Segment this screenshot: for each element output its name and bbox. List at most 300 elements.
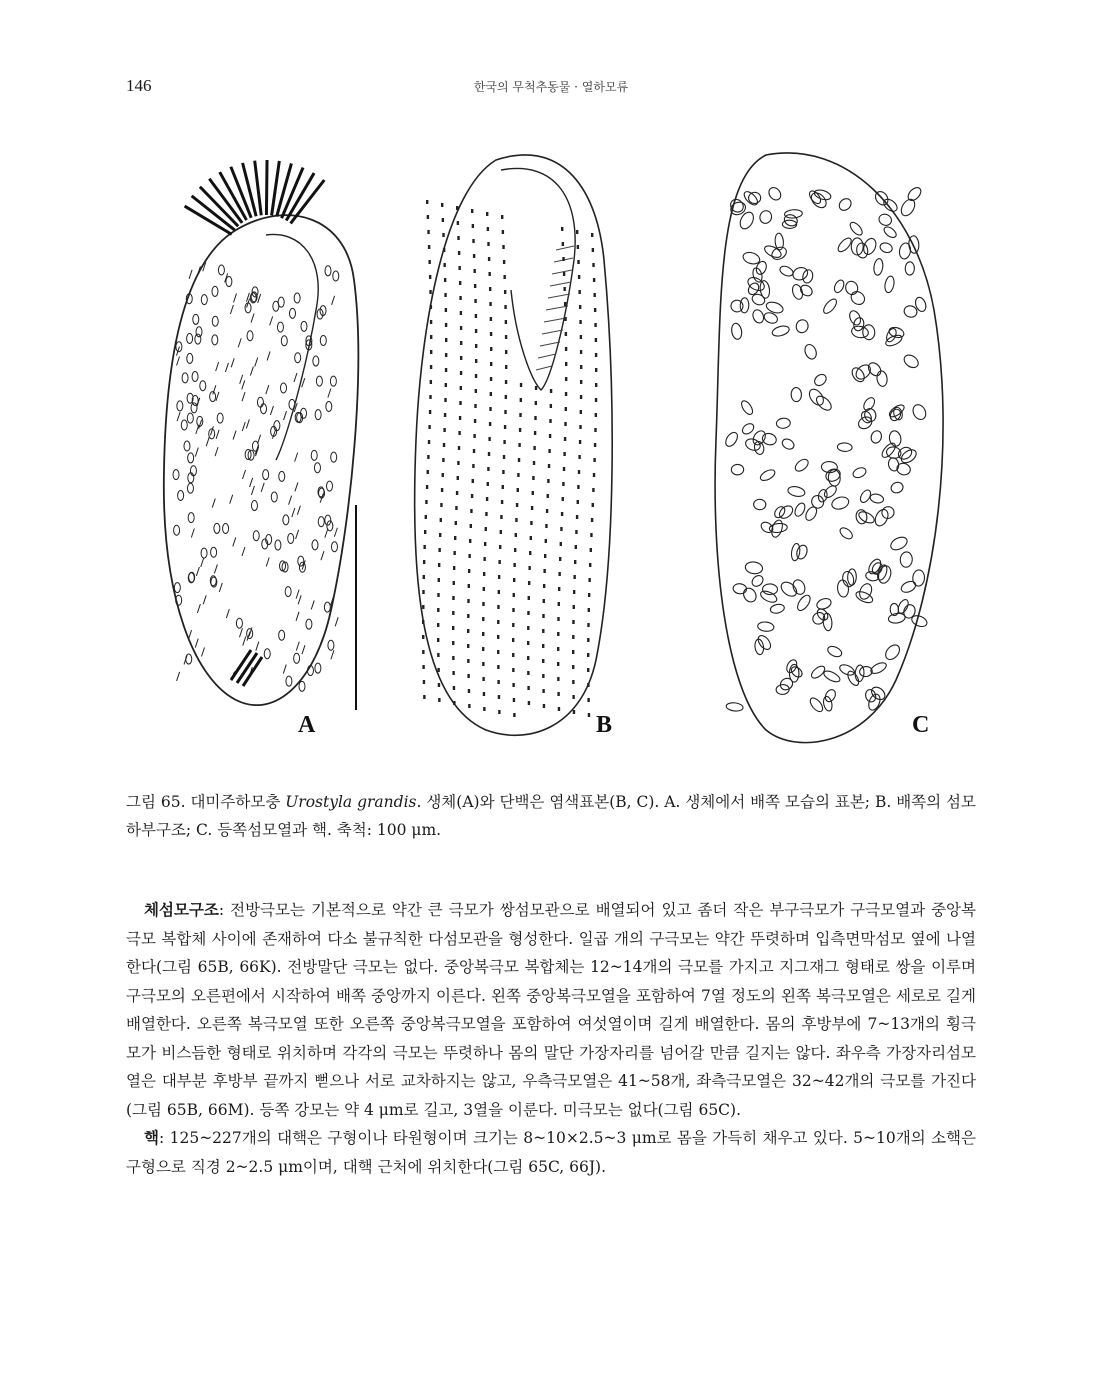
kinetosome xyxy=(472,239,474,243)
macronucleus xyxy=(821,461,838,473)
kinetosome xyxy=(558,572,560,576)
macronucleus xyxy=(723,430,740,448)
kinetosome xyxy=(453,566,455,570)
paragraph-lead: 체섬모구조 xyxy=(144,900,219,919)
cirrus xyxy=(283,665,286,674)
macronucleus xyxy=(740,422,755,436)
kinetosome xyxy=(505,320,507,324)
granule xyxy=(315,663,321,673)
panel-label-a: A xyxy=(298,712,316,738)
kinetosome xyxy=(482,602,484,606)
macronucleus xyxy=(822,696,833,712)
kinetosome xyxy=(472,464,474,468)
macronucleus xyxy=(855,509,868,525)
kinetosome xyxy=(445,353,447,357)
cirrus xyxy=(215,447,218,456)
kinetosome xyxy=(482,617,484,621)
kinetosome xyxy=(460,341,462,345)
cirrus xyxy=(233,431,236,440)
kinetosome xyxy=(562,257,564,261)
kinetosome xyxy=(563,452,565,456)
kinetosome xyxy=(530,521,532,525)
macronucleus xyxy=(799,283,815,298)
kinetosome xyxy=(444,278,446,282)
cirrus xyxy=(328,389,331,398)
kinetosome xyxy=(468,554,470,558)
kinetosome xyxy=(459,296,461,300)
granule xyxy=(191,403,197,413)
macronucleus xyxy=(862,396,877,413)
cirrus xyxy=(203,595,206,604)
kinetosome xyxy=(580,335,582,339)
body-text xyxy=(126,896,976,1181)
kinetosome xyxy=(445,308,447,312)
panel-b-drawing xyxy=(415,155,613,735)
kinetosome xyxy=(592,248,594,252)
kinetosome xyxy=(542,659,544,663)
kinetosome xyxy=(504,305,506,309)
macronucleus xyxy=(864,688,877,703)
kinetosome xyxy=(445,383,447,387)
granule xyxy=(283,515,289,525)
kinetosome xyxy=(460,326,462,330)
kinetosome xyxy=(438,548,440,552)
cirrus xyxy=(216,392,219,401)
kinetosome xyxy=(468,584,470,588)
figure-caption xyxy=(126,788,976,844)
kinetosome xyxy=(546,509,548,513)
granule xyxy=(295,412,301,422)
kinetosome xyxy=(452,641,454,645)
granule xyxy=(188,453,194,463)
granule xyxy=(326,401,332,411)
macronucleus xyxy=(869,493,884,504)
kinetosome xyxy=(561,227,563,231)
panel-a-transverse-cirri xyxy=(231,650,262,686)
kinetosome xyxy=(452,626,454,630)
kinetosome xyxy=(533,461,535,465)
granule xyxy=(315,410,321,420)
granule xyxy=(264,649,270,659)
granule xyxy=(271,492,277,502)
granule xyxy=(277,322,283,332)
macronucleus xyxy=(795,593,812,613)
kinetosome xyxy=(564,317,566,321)
cirrus xyxy=(177,412,180,421)
cirrus xyxy=(226,609,229,618)
macronucleus xyxy=(900,579,918,594)
kinetosome xyxy=(428,425,430,429)
cirrus xyxy=(295,482,298,491)
granule xyxy=(217,413,223,423)
granule xyxy=(257,397,263,407)
kinetosome xyxy=(490,377,492,381)
kinetosome xyxy=(500,515,502,519)
kinetosome xyxy=(578,275,580,279)
kinetosome xyxy=(503,260,505,264)
kinetosome xyxy=(592,503,594,507)
kinetosome xyxy=(455,506,457,510)
kinetosome xyxy=(437,653,439,657)
kinetosome xyxy=(572,635,574,639)
panel-c-macronuclei xyxy=(723,185,928,714)
kinetosome xyxy=(474,284,476,288)
kinetosome xyxy=(424,530,426,534)
macronucleus xyxy=(779,579,800,599)
granule xyxy=(325,515,331,525)
cirrus xyxy=(196,567,199,576)
kinetosome xyxy=(498,575,500,579)
kinetosome xyxy=(497,680,499,684)
kinetosome xyxy=(501,215,503,219)
macronucleus xyxy=(877,212,893,227)
cirrus xyxy=(334,528,337,537)
kinetosome xyxy=(564,422,566,426)
granule xyxy=(201,295,207,305)
macronucleus xyxy=(850,366,867,384)
kinetosome xyxy=(558,707,560,711)
page-number: 146 xyxy=(126,76,152,95)
paragraph-text: : 125~227개의 대핵은 구형이나 타원형이며 크기는 8~10×2.5~3 μm로 몸을 가득히 채우고 있다. 5~10개의 소핵은 구형으로 직경 2~2.5 μm이며, 대핵 근처에 위치한다(그림 65C, 66J). xyxy=(126,1129,976,1176)
cirrus xyxy=(296,612,299,621)
kinetosome xyxy=(443,443,445,447)
granule xyxy=(312,540,318,550)
kinetosome xyxy=(468,569,470,573)
macronucleus xyxy=(887,457,900,472)
kinetosome xyxy=(472,479,474,483)
kinetosome xyxy=(442,218,444,222)
macronucleus xyxy=(793,457,810,474)
kinetosome xyxy=(545,524,547,528)
macronucleus xyxy=(726,702,744,712)
granule xyxy=(211,547,217,557)
kinetosome xyxy=(482,647,484,651)
kinetosome xyxy=(550,389,552,393)
kinetosome xyxy=(543,704,545,708)
kinetosome xyxy=(475,359,477,363)
kinetosome xyxy=(444,413,446,417)
macronucleus xyxy=(815,597,832,611)
cirrus xyxy=(270,316,273,325)
kinetosome xyxy=(489,422,491,426)
kinetosome xyxy=(441,488,443,492)
kinetosome xyxy=(437,593,439,597)
kinetosome xyxy=(514,548,516,552)
granule xyxy=(193,314,199,324)
kinetosome xyxy=(505,335,507,339)
panel-a-cirri xyxy=(173,262,339,691)
macronucleus xyxy=(822,669,841,684)
macronucleus xyxy=(836,236,854,254)
kinetosome xyxy=(487,482,489,486)
macronucleus xyxy=(873,507,891,528)
kinetosome xyxy=(503,440,505,444)
kinetosome xyxy=(575,530,577,534)
macronucleus xyxy=(807,387,827,408)
cirrus xyxy=(295,453,298,462)
kinetosome xyxy=(453,701,455,705)
kinetosome xyxy=(440,503,442,507)
kinetosome xyxy=(502,230,504,234)
kinetosome xyxy=(580,380,582,384)
kinetosome xyxy=(501,500,503,504)
kinetosome xyxy=(444,293,446,297)
kinetosome xyxy=(557,677,559,681)
kinetosome xyxy=(518,458,520,462)
granule xyxy=(177,401,183,411)
kinetosome xyxy=(503,455,505,459)
cirrus xyxy=(296,590,299,599)
cirrus xyxy=(255,358,258,367)
granule xyxy=(286,676,292,686)
kinetosome xyxy=(459,281,461,285)
macronucleus xyxy=(846,669,861,687)
macronucleus xyxy=(889,535,910,553)
granule xyxy=(279,471,285,481)
cirrus xyxy=(294,373,297,382)
kinetosome xyxy=(565,407,567,411)
kinetosome xyxy=(473,254,475,258)
kinetosome xyxy=(518,443,520,447)
kinetosome xyxy=(587,623,589,627)
kinetosome xyxy=(486,212,488,216)
kinetosome xyxy=(549,434,551,438)
granule xyxy=(188,513,194,523)
cirrus xyxy=(246,419,249,428)
kinetosome xyxy=(502,245,504,249)
kinetosome xyxy=(483,707,485,711)
kinetosome xyxy=(588,593,590,597)
kinetosome xyxy=(559,557,561,561)
kinetosome xyxy=(467,659,469,663)
granule xyxy=(294,293,300,303)
cirrus xyxy=(261,483,264,492)
cirrus xyxy=(177,672,180,681)
frontal-cilium xyxy=(255,161,262,216)
macronucleus xyxy=(849,289,868,307)
kinetosome xyxy=(548,464,550,468)
macronucleus xyxy=(882,225,898,240)
kinetosome xyxy=(504,410,506,414)
kinetosome xyxy=(512,668,514,672)
kinetosome xyxy=(592,263,594,267)
macronucleus xyxy=(883,642,902,662)
kinetosome xyxy=(426,200,428,204)
kinetosome xyxy=(454,536,456,540)
granule xyxy=(210,392,216,402)
kinetosome xyxy=(504,425,506,429)
kinetosome xyxy=(562,242,564,246)
kinetosome xyxy=(530,536,532,540)
cirrus xyxy=(302,378,305,387)
macronucleus xyxy=(761,432,778,447)
kinetosome xyxy=(590,533,592,537)
kinetosome xyxy=(513,563,515,567)
cirrus xyxy=(189,630,192,639)
kinetosome xyxy=(588,578,590,582)
macronucleus xyxy=(757,621,774,632)
kinetosome xyxy=(490,362,492,366)
kinetosome xyxy=(547,494,549,498)
paragraph-nucleus xyxy=(126,1124,976,1181)
cirrus xyxy=(197,604,200,613)
kinetosome xyxy=(545,539,547,543)
kinetosome xyxy=(531,506,533,510)
macronucleus xyxy=(813,188,832,201)
kinetosome xyxy=(595,383,597,387)
kinetosome xyxy=(425,500,427,504)
granule xyxy=(279,630,285,640)
macronucleus xyxy=(902,352,921,370)
cirrus xyxy=(332,296,335,305)
kinetosome xyxy=(528,566,530,570)
granule xyxy=(330,376,336,386)
macronucleus xyxy=(770,519,785,539)
macronucleus xyxy=(838,526,854,541)
kinetosome xyxy=(504,290,506,294)
macronucleus xyxy=(911,402,929,421)
kinetosome xyxy=(512,638,514,642)
granule xyxy=(178,490,184,500)
kinetosome xyxy=(527,686,529,690)
macronucleus xyxy=(791,578,807,596)
macronucleus xyxy=(823,688,837,703)
kinetosome xyxy=(558,602,560,606)
granule xyxy=(226,277,232,287)
kinetosome xyxy=(498,710,500,714)
macronucleus xyxy=(837,443,852,452)
kinetosome xyxy=(455,521,457,525)
kinetosome xyxy=(474,299,476,303)
kinetosome xyxy=(580,365,582,369)
kinetosome xyxy=(489,407,491,411)
cirrus xyxy=(266,385,269,394)
macronucleus xyxy=(795,544,809,561)
kinetosome xyxy=(572,680,574,684)
kinetosome xyxy=(595,368,597,372)
cirrus xyxy=(331,650,334,659)
kinetosome xyxy=(572,695,574,699)
macronucleus xyxy=(848,220,864,237)
kinetosome xyxy=(488,257,490,261)
kinetosome xyxy=(423,680,425,684)
kinetosome xyxy=(460,371,462,375)
granule xyxy=(298,556,304,566)
granule xyxy=(196,327,202,337)
cirrus xyxy=(231,358,234,367)
cirrus xyxy=(189,270,192,279)
cirrus xyxy=(243,637,246,646)
kinetosome xyxy=(474,419,476,423)
kinetosome xyxy=(422,635,424,639)
cirrus xyxy=(195,639,198,648)
kinetosome xyxy=(443,248,445,252)
kinetosome xyxy=(516,503,518,507)
kinetosome xyxy=(425,515,427,519)
macronucleus xyxy=(808,696,825,714)
granule xyxy=(187,334,193,344)
granule xyxy=(281,336,287,346)
kinetosome xyxy=(573,710,575,714)
granule xyxy=(200,381,206,391)
cirrus xyxy=(267,351,270,360)
kinetosome xyxy=(423,560,425,564)
kinetosome xyxy=(519,413,521,417)
kinetosome xyxy=(482,632,484,636)
kinetosome xyxy=(439,533,441,537)
cirrus xyxy=(219,583,222,592)
kinetosome xyxy=(423,575,425,579)
macronucleus xyxy=(876,370,888,387)
kinetosome xyxy=(460,356,462,360)
granule xyxy=(275,540,281,550)
kinetosome xyxy=(527,641,529,645)
macronucleus xyxy=(884,275,896,293)
macronucleus xyxy=(791,265,809,282)
cirrus xyxy=(242,547,245,556)
macronucleus xyxy=(861,237,878,257)
kinetosome xyxy=(590,548,592,552)
kinetosome xyxy=(489,302,491,306)
kinetosome xyxy=(577,245,579,249)
kinetosome xyxy=(457,221,459,225)
kinetosome xyxy=(548,449,550,453)
cirrus xyxy=(243,470,246,479)
kinetosome xyxy=(486,497,488,501)
cirrus xyxy=(251,486,254,495)
caption-species: Urostyla grandis xyxy=(285,793,417,811)
kinetosome xyxy=(473,434,475,438)
kinetosome xyxy=(453,551,455,555)
macronucleus xyxy=(767,185,784,202)
kinetosome xyxy=(593,458,595,462)
kinetosome xyxy=(547,479,549,483)
kinetosome xyxy=(488,437,490,441)
kinetosome xyxy=(564,437,566,441)
kinetosome xyxy=(505,350,507,354)
granule xyxy=(181,420,187,430)
macronucleus xyxy=(807,189,822,205)
granule xyxy=(273,301,279,311)
kinetosome xyxy=(579,440,581,444)
granule xyxy=(299,681,305,691)
kinetosome xyxy=(513,593,515,597)
cirrus xyxy=(292,508,295,517)
kinetosome xyxy=(467,674,469,678)
kinetosome xyxy=(544,554,546,558)
cirrus xyxy=(216,430,219,439)
kinetosome xyxy=(483,587,485,591)
macronucleus xyxy=(803,343,818,361)
kinetosome xyxy=(520,383,522,387)
kinetosome xyxy=(456,206,458,210)
cirrus xyxy=(206,437,209,446)
kinetosome xyxy=(550,404,552,408)
kinetosome xyxy=(437,638,439,642)
kinetosome xyxy=(542,674,544,678)
cirrus xyxy=(270,406,273,415)
granule xyxy=(212,286,218,296)
kinetosome xyxy=(594,443,596,447)
kinetosome xyxy=(457,236,459,240)
granule xyxy=(289,308,295,318)
kinetosome xyxy=(468,689,470,693)
kinetosome xyxy=(515,518,517,522)
granule xyxy=(247,331,253,341)
cirrus xyxy=(325,529,328,538)
kinetosome xyxy=(576,230,578,234)
kinetosome xyxy=(437,623,439,627)
